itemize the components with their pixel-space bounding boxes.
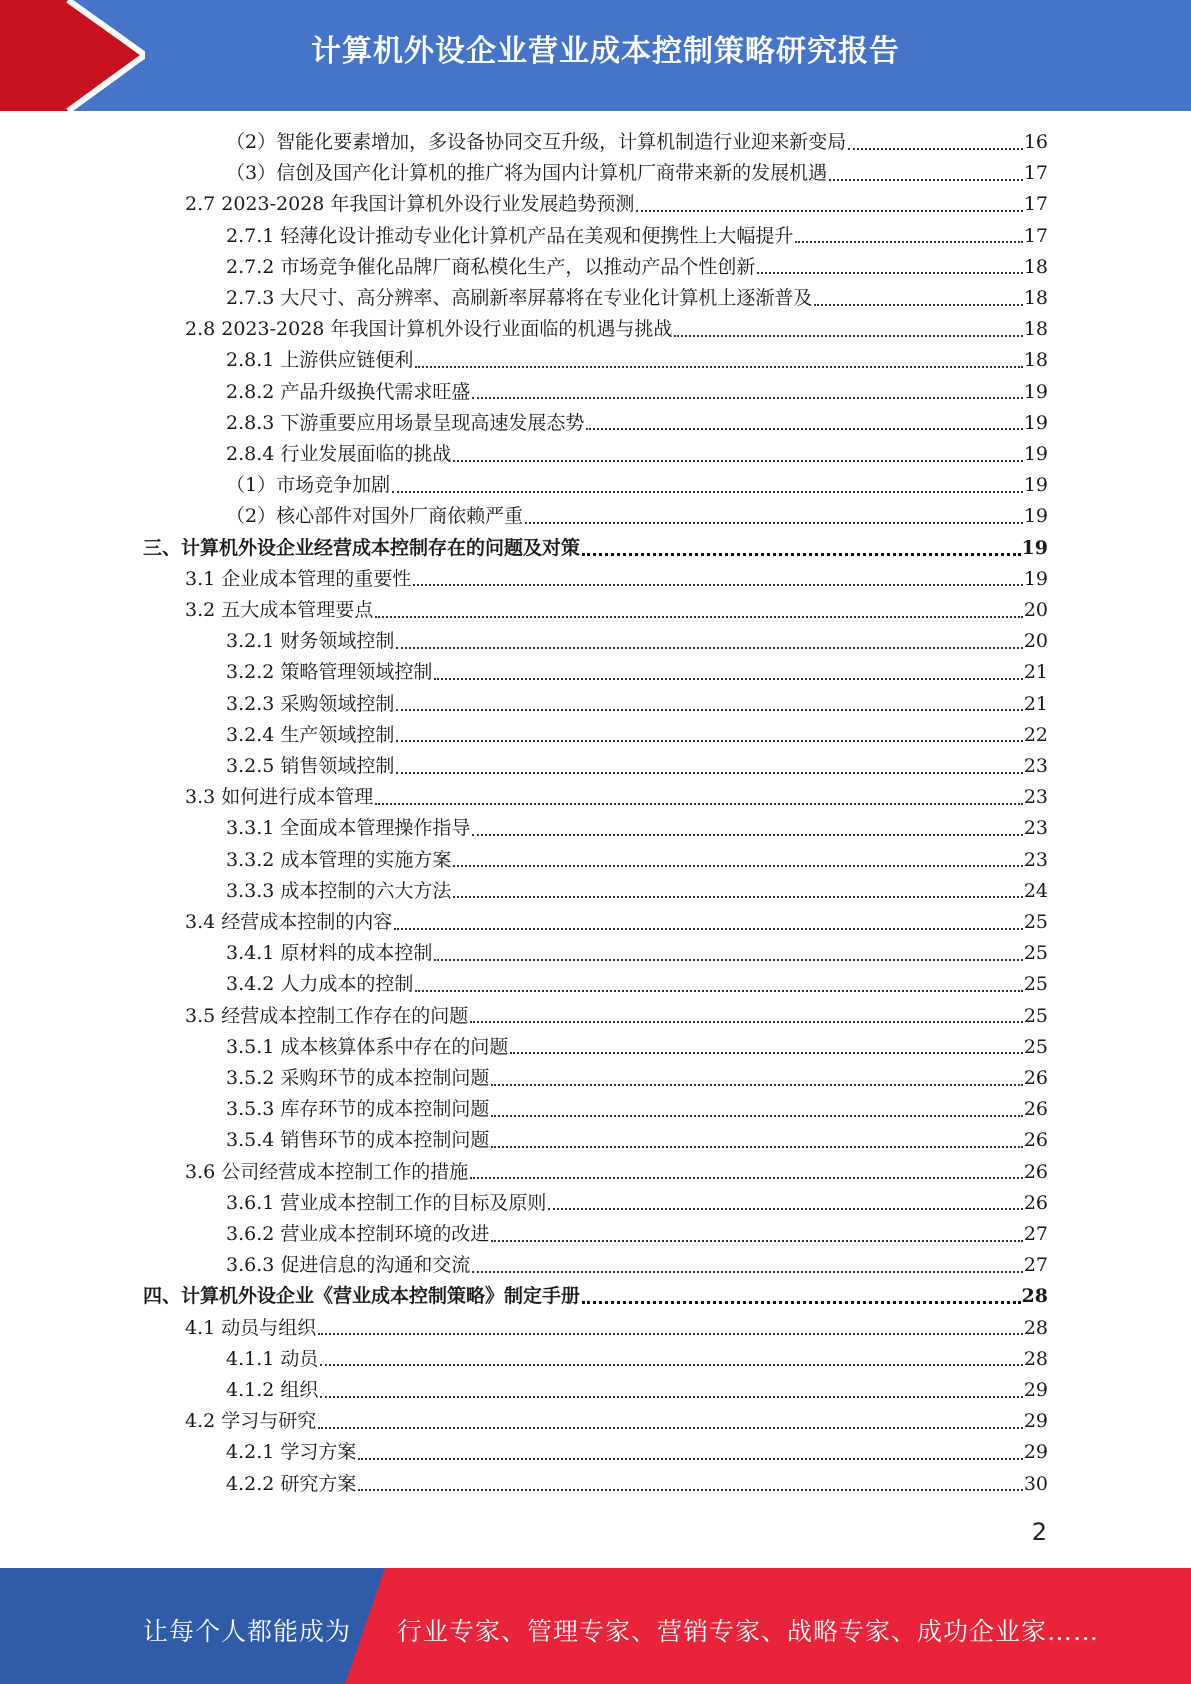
page-footer <box>0 1568 1191 1684</box>
toc-entry[interactable] <box>226 501 1048 532</box>
toc-entry-title: 3.3.3 成本控制的六大方法 <box>226 879 452 902</box>
toc-entry-title: 2.7.3 大尺寸、高分辨率、高刷新率屏幕将在专业化计算机上逐渐普及 <box>226 287 813 309</box>
toc-entry-title: 2.8.4 行业发展面临的挑战 <box>226 443 452 465</box>
toc-leader-dots <box>394 928 1023 930</box>
toc-entry-title: （2）核心部件对国外厂商依赖严重 <box>226 505 524 528</box>
toc-entry[interactable] <box>185 1001 1048 1032</box>
toc-entry[interactable] <box>185 1157 1048 1188</box>
toc-entry[interactable] <box>226 1219 1048 1250</box>
toc-entry-title: （3）信创及国产化计算机的推广将为国内计算机厂商带来新的发展机遇 <box>226 162 828 185</box>
toc-entry[interactable] <box>226 1437 1048 1468</box>
toc-entry-page: 19 <box>1023 411 1048 434</box>
toc-entry-title: 3.2 五大成本管理要点 <box>185 599 374 621</box>
toc-leader-dots <box>434 678 1022 680</box>
toc-leader-dots <box>829 179 1023 181</box>
page-header <box>0 0 1191 111</box>
toc-leader-dots <box>470 1021 1023 1023</box>
toc-entry-page: 22 <box>1023 723 1048 746</box>
toc-entry-title: （1）市场竞争加剧 <box>226 474 391 497</box>
toc-entry-page: 17 <box>1023 162 1048 185</box>
toc-entry[interactable] <box>226 1250 1048 1281</box>
toc-leader-dots <box>453 865 1022 867</box>
toc-entry[interactable] <box>226 720 1048 751</box>
toc-leader-dots <box>358 1458 1022 1460</box>
toc-leader-dots <box>525 522 1023 524</box>
toc-leader-dots <box>375 616 1023 618</box>
toc-entry-title: 3.2.2 策略管理领域控制 <box>226 661 433 684</box>
toc-entry-page: 24 <box>1023 879 1048 902</box>
toc-entry-page: 28 <box>1023 1316 1048 1339</box>
toc-entry[interactable] <box>226 969 1048 1000</box>
toc-entry-title: 3.6.3 促进信息的沟通和交流 <box>226 1254 471 1277</box>
toc-entry[interactable] <box>226 626 1048 657</box>
toc-leader-dots <box>472 1271 1022 1273</box>
toc-entry-title: 4.2 学习与研究 <box>185 1410 317 1433</box>
toc-leader-dots <box>415 990 1022 992</box>
toc-entry-title: 2.8.2 产品升级换代需求旺盛 <box>226 380 471 403</box>
toc-entry-page: 23 <box>1023 848 1048 871</box>
toc-entry-page: 18 <box>1023 349 1048 372</box>
toc-entry[interactable] <box>226 1188 1048 1219</box>
toc-entry-title: 2.8 2023-2028 年我国计算机外设行业面临的机遇与挑战 <box>185 318 673 341</box>
toc-entry[interactable] <box>226 876 1048 907</box>
toc-entry-page: 19 <box>1021 536 1048 559</box>
toc-entry-title: 3.5.3 库存环节的成本控制问题 <box>226 1098 490 1121</box>
toc-entry-page: 30 <box>1023 1472 1048 1495</box>
toc-entry-page: 23 <box>1023 817 1048 840</box>
toc-leader-dots <box>636 210 1022 212</box>
toc-entry-title: 4.2.1 学习方案 <box>226 1441 357 1464</box>
toc-entry-page: 26 <box>1023 1129 1048 1152</box>
toc-entry-title: 3.6 公司经营成本控制工作的措施 <box>185 1160 469 1183</box>
toc-leader-dots <box>491 1240 1022 1242</box>
header-title: 计算机外设企业营业成本控制策略研究报告 <box>311 34 900 69</box>
toc-leader-dots <box>472 834 1022 836</box>
toc-entry[interactable] <box>226 252 1048 283</box>
toc-entry-page: 29 <box>1023 1410 1048 1433</box>
toc-entry-page: 19 <box>1023 474 1048 497</box>
toc-entry[interactable] <box>185 782 1048 813</box>
toc-entry-title: 3.2.4 生产领域控制 <box>226 723 395 746</box>
toc-entry-page: 19 <box>1023 380 1048 403</box>
toc-leader-dots <box>375 803 1023 805</box>
toc-entry-title: 4.1.1 动员 <box>226 1347 319 1370</box>
toc-entry-page: 18 <box>1023 255 1048 278</box>
toc-entry-title: 3.5.2 采购环节的成本控制问题 <box>226 1067 490 1089</box>
toc-leader-dots <box>674 335 1022 337</box>
toc-entry-page: 16 <box>1023 131 1048 153</box>
toc-entry-title: 3.5.4 销售环节的成本控制问题 <box>226 1129 490 1152</box>
toc-entry-page: 26 <box>1023 1067 1048 1089</box>
toc-entry[interactable] <box>226 127 1048 158</box>
toc-entry-page: 23 <box>1023 755 1048 777</box>
toc-entry[interactable] <box>226 1063 1048 1094</box>
toc-entry[interactable] <box>226 751 1048 782</box>
toc-entry-title: 3.5.1 成本核算体系中存在的问题 <box>226 1035 509 1058</box>
toc-entry[interactable] <box>226 1375 1048 1406</box>
toc-entry-title: 3.3 如何进行成本管理 <box>185 786 374 809</box>
toc-entry-title: 四、计算机外设企业《营业成本控制策略》制定手册 <box>143 1285 581 1308</box>
toc-leader-dots <box>510 1052 1022 1054</box>
toc-entry[interactable] <box>185 595 1048 626</box>
toc-entry-page: 23 <box>1023 786 1048 809</box>
toc-entry-title: 2.7.1 轻薄化设计推动专业化计算机产品在美观和便携性上大幅提升 <box>226 224 794 247</box>
toc-entry-title: 4.1.2 组织 <box>226 1379 319 1401</box>
toc-entry[interactable] <box>226 657 1048 688</box>
toc-entry-page: 17 <box>1023 193 1048 216</box>
toc-leader-dots <box>757 272 1022 274</box>
toc-entry[interactable] <box>185 314 1048 345</box>
toc-entry[interactable] <box>226 813 1048 844</box>
toc-leader-dots <box>491 1084 1022 1086</box>
toc-leader-dots <box>814 304 1022 306</box>
toc-entry-title: 2.7 2023-2028 年我国计算机外设行业发展趋势预测 <box>185 193 635 216</box>
toc-entry-title: 4.2.2 研究方案 <box>226 1472 357 1495</box>
toc-entry-title: 3.2.5 销售领域控制 <box>226 755 395 777</box>
toc-entry[interactable] <box>226 439 1048 470</box>
toc-leader-dots <box>358 1489 1022 1491</box>
toc-entry-page: 28 <box>1021 1285 1048 1308</box>
toc-leader-dots <box>586 428 1022 430</box>
toc-entry-page: 21 <box>1023 692 1048 715</box>
toc-entry-page: 25 <box>1023 942 1048 965</box>
toc-entry-title: 2.8.3 下游重要应用场景呈现高速发展态势 <box>226 411 585 434</box>
toc-entry-page: 27 <box>1023 1223 1048 1245</box>
toc-leader-dots <box>548 1208 1022 1210</box>
page-number: 2 <box>1031 1518 1047 1546</box>
toc-entry-page: 20 <box>1023 630 1048 653</box>
toc-entry-page: 25 <box>1023 1035 1048 1058</box>
toc-entry-title: 3.4 经营成本控制的内容 <box>185 911 393 933</box>
toc-entry-page: 18 <box>1023 318 1048 341</box>
toc-entry-page: 26 <box>1023 1098 1048 1121</box>
toc-leader-dots <box>582 1301 1021 1304</box>
toc-entry-page: 21 <box>1023 661 1048 684</box>
toc-leader-dots <box>491 1115 1022 1117</box>
toc-entry-title: 3.3.2 成本管理的实施方案 <box>226 848 452 871</box>
toc-leader-dots <box>434 959 1022 961</box>
toc-entry[interactable] <box>226 345 1048 376</box>
toc-entry-title: 3.6.2 营业成本控制环境的改进 <box>226 1223 490 1245</box>
toc-entry-page: 18 <box>1023 287 1048 309</box>
toc-entry-page: 25 <box>1023 1004 1048 1027</box>
toc-entry[interactable] <box>226 1469 1048 1500</box>
footer-slogan-right: 行业专家、管理专家、营销专家、战略专家、成功企业家…… <box>397 1617 1100 1646</box>
toc-entry[interactable] <box>226 1344 1048 1375</box>
toc-entry[interactable] <box>185 1406 1048 1437</box>
toc-entry[interactable] <box>185 907 1048 938</box>
toc-leader-dots <box>318 1427 1023 1429</box>
toc-entry-title: 三、计算机外设企业经营成本控制存在的问题及对策 <box>143 536 581 559</box>
toc-entry[interactable] <box>226 377 1048 408</box>
toc-entry[interactable] <box>143 1281 1048 1312</box>
toc-leader-dots <box>392 491 1023 493</box>
toc-entry[interactable] <box>185 1313 1048 1344</box>
toc-entry[interactable] <box>226 408 1048 439</box>
toc-leader-dots <box>472 397 1022 399</box>
toc-entry-title: 3.1 企业成本管理的重要性 <box>185 567 412 590</box>
toc-entry-page: 28 <box>1023 1347 1048 1370</box>
toc-leader-dots <box>320 1364 1022 1366</box>
toc-entry[interactable] <box>226 845 1048 876</box>
toc-entry-title: （2）智能化要素增加，多设备协同交互升级，计算机制造行业迎来新变局 <box>226 131 847 153</box>
toc-entry[interactable] <box>226 1032 1048 1063</box>
toc-leader-dots <box>415 366 1022 368</box>
toc-entry-page: 17 <box>1023 224 1048 247</box>
toc-entry[interactable] <box>185 189 1048 220</box>
toc-entry-page: 20 <box>1023 599 1048 621</box>
toc-entry-page: 29 <box>1023 1379 1048 1401</box>
toc-entry[interactable] <box>226 158 1048 189</box>
toc-entry[interactable] <box>226 470 1048 501</box>
toc-entry-title: 3.4.2 人力成本的控制 <box>226 973 414 996</box>
toc-leader-dots <box>848 148 1023 150</box>
toc-entry-page: 19 <box>1023 505 1048 528</box>
toc-entry-title: 2.7.2 市场竞争催化品牌厂商私模化生产，以推动产品个性创新 <box>226 255 756 278</box>
toc-leader-dots <box>582 553 1021 556</box>
toc-leader-dots <box>453 896 1022 898</box>
toc-leader-dots <box>318 1333 1023 1335</box>
toc-entry[interactable] <box>226 1125 1048 1156</box>
toc-entry-title: 3.3.1 全面成本管理操作指导 <box>226 817 471 840</box>
toc-entry-title: 3.5 经营成本控制工作存在的问题 <box>185 1004 469 1027</box>
toc-entry-title: 3.4.1 原材料的成本控制 <box>226 942 433 965</box>
toc-entry[interactable] <box>226 689 1048 720</box>
toc-entry[interactable] <box>226 283 1048 314</box>
toc-leader-dots <box>453 460 1022 462</box>
toc-entry[interactable] <box>143 533 1048 564</box>
toc-entry-page: 26 <box>1023 1191 1048 1214</box>
toc-leader-dots <box>491 1146 1022 1148</box>
footer-slogan-left: 让每个人都能成为 <box>143 1617 352 1646</box>
toc-entry[interactable] <box>185 564 1048 595</box>
toc-entry-title: 3.2.1 财务领域控制 <box>226 630 395 653</box>
toc-leader-dots <box>396 772 1022 774</box>
toc-entry-page: 27 <box>1023 1254 1048 1277</box>
toc-entry-title: 3.2.3 采购领域控制 <box>226 692 395 715</box>
toc-leader-dots <box>396 709 1022 711</box>
toc-entry-title: 2.8.1 上游供应链便利 <box>226 349 414 372</box>
toc-leader-dots <box>795 241 1022 243</box>
toc-entry-page: 26 <box>1023 1160 1048 1183</box>
toc-entry-page: 19 <box>1023 443 1048 465</box>
toc-leader-dots <box>320 1396 1022 1398</box>
toc-leader-dots <box>470 1177 1023 1179</box>
toc-entry-title: 4.1 动员与组织 <box>185 1316 317 1339</box>
toc-entry[interactable] <box>226 938 1048 969</box>
toc-entry[interactable] <box>226 1094 1048 1125</box>
toc-entry-page: 25 <box>1023 973 1048 996</box>
toc-leader-dots <box>413 584 1023 586</box>
toc-entry-title: 3.6.1 营业成本控制工作的目标及原则 <box>226 1191 547 1214</box>
toc-entry-page: 29 <box>1023 1441 1048 1464</box>
toc-entry[interactable] <box>226 221 1048 252</box>
toc-leader-dots <box>396 647 1022 649</box>
toc-leader-dots <box>396 740 1022 742</box>
toc-entry-page: 19 <box>1023 567 1048 590</box>
toc-entry-page: 25 <box>1023 911 1048 933</box>
